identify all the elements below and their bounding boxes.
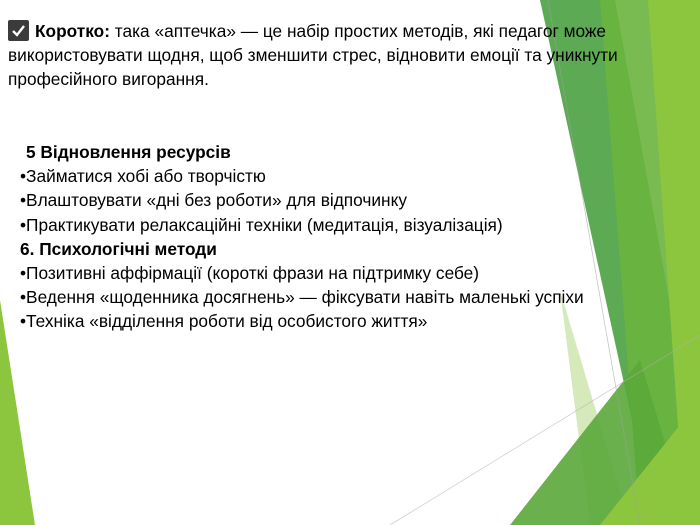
list-item: •Влаштовувати «дні без роботи» для відпочинку: [20, 190, 407, 211]
section-heading: 6. Психологічні методи: [20, 238, 217, 259]
list-item: •Ведення «щоденника досягнень» — фіксувати навіть маленькі успіхи: [20, 287, 584, 308]
summary-label: Коротко:: [35, 21, 110, 41]
section-heading: 5 Відновлення ресурсів: [26, 142, 231, 162]
summary-paragraph: [8, 19, 698, 91]
left-green-wedge: [0, 300, 35, 525]
check-mark-icon: [8, 20, 29, 41]
list-item: •Займатися хобі або творчістю: [20, 166, 266, 187]
list-item: •Техніка «відділення роботи від особистого життя»: [20, 311, 428, 332]
summary-text: така «аптечка» — це набір простих методів, які педагог може використовувати щодня, щоб зменшити стрес, відновити емоції та уникнути професійного вигорання.: [8, 21, 618, 89]
list-item: •Позитивні аффірмації (короткі фрази на підтримку себе): [20, 263, 480, 284]
methods-list: [20, 140, 680, 334]
list-item: •Практикувати релаксаційні техніки (медитація, візуалізація): [20, 214, 503, 235]
